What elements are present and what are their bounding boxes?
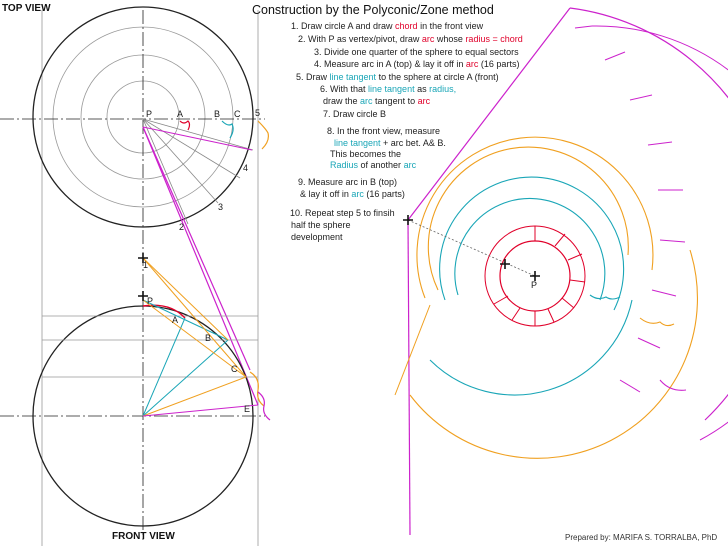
credit-line: Prepared by: MARIFA S. TORRALBA, PhD (565, 533, 718, 542)
step-6-radius: radius, (429, 84, 457, 94)
step-10a: 10. Repeat step 5 to finsih (290, 208, 395, 218)
step-6b (323, 96, 430, 107)
top-view-drawing (0, 7, 268, 546)
step-6b-text2: tangent to (372, 96, 418, 106)
top-label-p: P (146, 109, 153, 119)
step-1-chord: chord (395, 21, 418, 31)
step-8d (330, 160, 416, 171)
step-4 (314, 59, 519, 70)
step-8-text: + arc bet. A& B. (380, 138, 446, 148)
step-3: 3. Divide one quarter of the sphere to equal sectors (314, 47, 519, 57)
front-label-p: P (147, 296, 154, 306)
step-8-radius: Radius (330, 160, 359, 170)
top-label-b: B (214, 109, 221, 119)
top-view-heading: TOP VIEW (2, 3, 51, 14)
step-2-text: 2. With P as vertex/pivot, draw (298, 34, 422, 44)
front-label-e: E (244, 404, 251, 414)
front-label-c: C (231, 364, 238, 374)
step-5-tangent: line tangent (329, 72, 377, 82)
step-8b (334, 138, 446, 149)
step-8d-text: of another (358, 160, 404, 170)
step-4-arc: arc (465, 59, 479, 69)
top-label-a: A (177, 109, 184, 119)
step-1 (291, 21, 483, 32)
top-label-c: C (234, 109, 241, 119)
top-label-1: 1 (143, 260, 149, 270)
step-1-text: 1. Draw circle A and draw (291, 21, 396, 31)
step-6b-arc2: arc (417, 96, 431, 106)
step-5 (296, 72, 499, 83)
step-4-text: 4. Measure arc in A (top) & lay it off in (314, 59, 466, 69)
step-7: 7. Draw circle B (323, 109, 387, 119)
step-6-text: 6. With that (320, 84, 369, 94)
page-title: Construction by the Polyconic/Zone method (252, 3, 494, 17)
step-2-radius: radius = chord (465, 34, 523, 44)
step-1-text2: in the front view (417, 21, 484, 31)
step-8c: This becomes the (330, 149, 402, 159)
dev-label-p: P (531, 280, 538, 290)
step-8a: 8. In the front view, measure (327, 126, 441, 136)
step-6b-text: draw the (323, 96, 361, 106)
step-8d-arc: arc (403, 160, 417, 170)
step-10b: half the sphere (291, 220, 351, 230)
front-label-a: A (172, 315, 179, 325)
step-6a (320, 84, 456, 95)
step-2-text2: whose (434, 34, 466, 44)
step-4-text2: (16 parts) (478, 59, 520, 69)
top-label-5: 5 (255, 108, 261, 118)
step-9-arc: arc (351, 189, 364, 199)
step-5-text2: to the sphere at circle A (front) (376, 72, 499, 82)
step-6-tangent: line tangent (368, 84, 415, 94)
step-9-text: & lay it off in (300, 189, 352, 199)
step-2-arc: arc (421, 34, 435, 44)
front-label-b: B (205, 333, 212, 343)
top-label-2: 2 (179, 222, 185, 232)
step-2 (298, 34, 523, 45)
step-9-text2: (16 parts) (363, 189, 405, 199)
step-6-text2: as (414, 84, 430, 94)
top-label-3: 3 (218, 202, 224, 212)
top-label-4: 4 (243, 163, 249, 173)
step-9a: 9. Measure arc in B (top) (298, 177, 398, 187)
front-view-heading: FRONT VIEW (112, 531, 175, 542)
step-5-text: 5. Draw (296, 72, 330, 82)
step-9b (300, 189, 405, 200)
step-10c: development (291, 232, 343, 242)
step-8-tangent: line tangent (334, 138, 381, 148)
front-view-drawing (0, 253, 270, 526)
step-6b-arc: arc (360, 96, 373, 106)
